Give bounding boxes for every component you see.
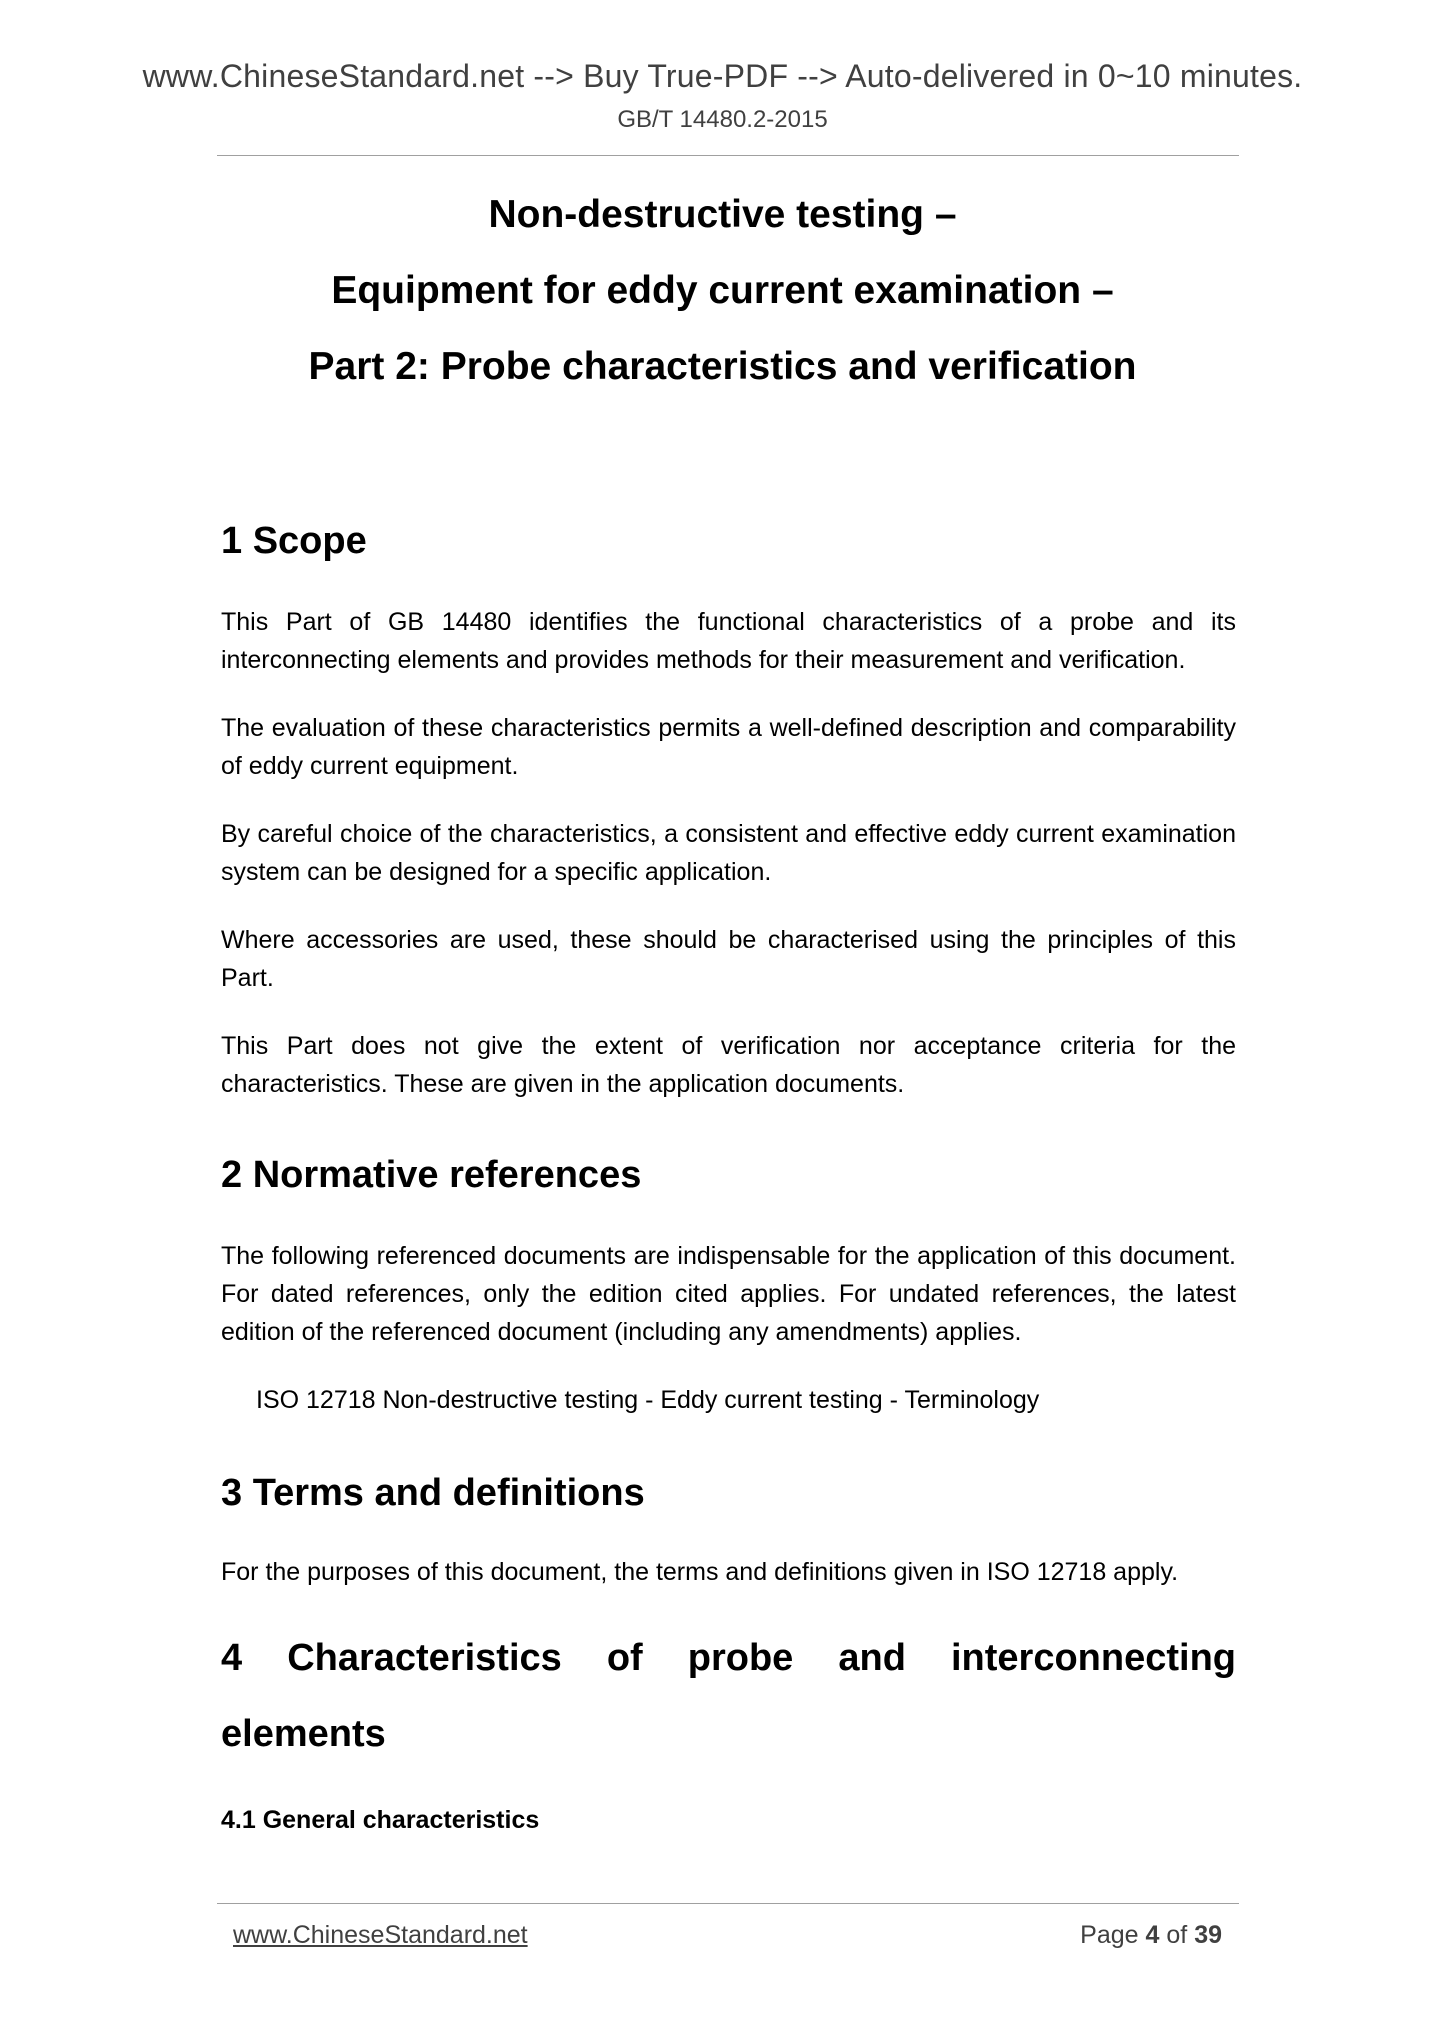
section-heading-scope: 1 Scope — [221, 520, 367, 562]
normative-reference-item: ISO 12718 Non-destructive testing - Eddy current testing - Terminology — [256, 1386, 1040, 1414]
section-heading-characteristics — [221, 1620, 1236, 1772]
section-heading-characteristics-line-2: elements — [221, 1713, 386, 1755]
footer-page-label: Page — [1080, 1921, 1139, 1949]
scope-paragraph-2: The evaluation of these characteristics permits a well-defined description and comparability of eddy current equipment. — [221, 714, 1236, 780]
normative-paragraph: The following referenced documents are indispensable for the application of this document. For dated references, only the edition cited applies. For undated references, the latest edition of the referenced document (including any amendments) applies. — [221, 1242, 1236, 1346]
header-banner[interactable]: www.ChineseStandard.net --> Buy True-PDF --> Auto-delivered in 0~10 minutes. — [142, 58, 1303, 94]
document-title-line-2: Equipment for eddy current examination – — [331, 269, 1114, 312]
header-divider — [217, 155, 1239, 156]
section-heading-normative-references: 2 Normative references — [221, 1154, 642, 1196]
scope-paragraph-4: Where accessories are used, these should be characterised using the principles of this Part. — [221, 926, 1236, 992]
scope-paragraph-1: This Part of GB 14480 identifies the functional characteristics of a probe and its interconnecting elements and provides methods for their measurement and verification. — [221, 608, 1236, 674]
footer-page-current: 4 — [1145, 1921, 1160, 1949]
document-title-line-1: Non-destructive testing – — [488, 193, 957, 236]
document-title-line-3: Part 2: Probe characteristics and verification — [308, 345, 1137, 388]
terms-paragraph: For the purposes of this document, the terms and definitions given in ISO 12718 apply. — [221, 1558, 1179, 1586]
footer-divider — [217, 1903, 1239, 1904]
scope-paragraph-3: By careful choice of the characteristics, a consistent and effective eddy current examination system can be designed for a specific application. — [221, 820, 1236, 886]
scope-paragraph-5: This Part does not give the extent of verification nor acceptance criteria for the characteristics. These are given in the application documents. — [221, 1032, 1236, 1098]
footer-website-link[interactable]: www.ChineseStandard.net — [233, 1921, 528, 1949]
header-standard-number: GB/T 14480.2-2015 — [617, 106, 828, 133]
footer-page-total: 39 — [1194, 1921, 1222, 1949]
section-heading-terms-definitions: 3 Terms and definitions — [221, 1472, 645, 1514]
footer-page-of: of — [1166, 1921, 1188, 1949]
subsection-heading-general-characteristics: 4.1 General characteristics — [221, 1806, 540, 1834]
footer-page-number — [1080, 1921, 1222, 1950]
section-heading-characteristics-line-1: 4 Characteristics of probe and interconnecting — [221, 1637, 1236, 1679]
